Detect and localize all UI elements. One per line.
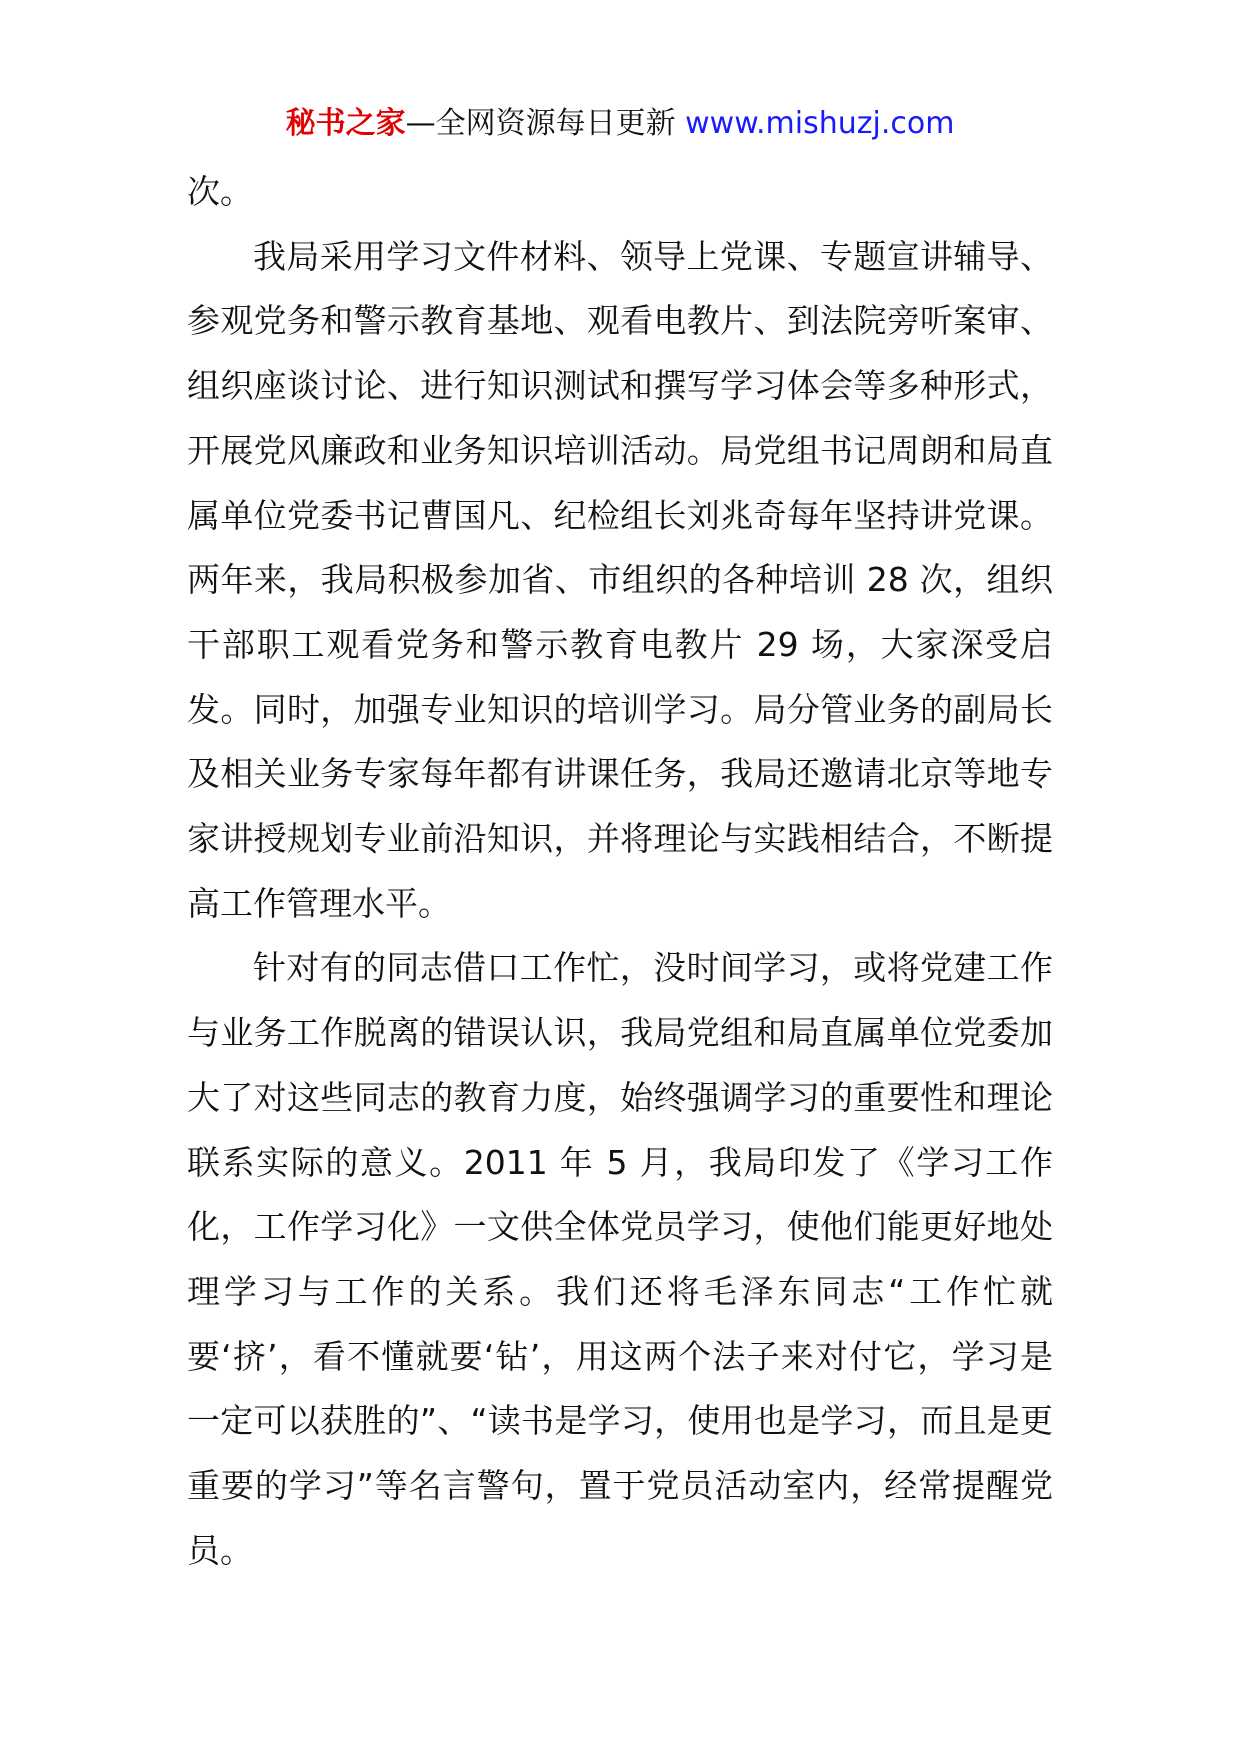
site-header <box>0 104 1240 144</box>
paragraph-study-education: 针对有的同志借口工作忙，没时间学习，或将党建工作与业务工作脱离的错误认识，我局党组和局直属单位党委加大了对这些同志的教育力度，始终强调学习的重要性和理论联系实际的意义。2011 年 5 月，我局印发了《学习工作化，工作学习化》一文供全体党员学习，使他们能更好地处理学习与工作的关系。我们还将毛泽东同志“工作忙就要‘挤’，看不懂就要‘钻’，用这两个法子来对付它，学习是一定可以获胜的”、“读书是学习，使用也是学习，而且是更重要的学习”等名言警句，置于党员活动室内，经常提醒党员。 <box>187 948 1053 1570</box>
document-body <box>187 160 1053 1583</box>
paragraph-training-activities: 我局采用学习文件材料、领导上党课、专题宣讲辅导、参观党务和警示教育基地、观看电教片、到法院旁听案审、组织座谈讨论、进行知识测试和撰写学习体会等多种形式，开展党风廉政和业务知识培训活动。局党组书记周朗和局直属单位党委书记曹国凡、纪检组长刘兆奇每年坚持讲党课。两年来，我局积极参加省、市组织的各种培训 28 次，组织干部职工观看党务和警示教育电教片 29 场，大家深受启发。同时，加强专业知识的培训学习。局分管业务的副局长及相关业务专家每年都有讲课任务，我局还邀请北京等地专家讲授规划专业前沿知识，并将理论与实践相结合，不断提高工作管理水平。 <box>187 236 1053 923</box>
header-tagline: —全网资源每日更新 <box>405 106 676 141</box>
brand-name: 秘书之家 <box>285 106 406 141</box>
site-url-link[interactable]: www.mishuzj.com <box>685 106 955 141</box>
paragraph-continuation: 次。 <box>187 172 253 211</box>
